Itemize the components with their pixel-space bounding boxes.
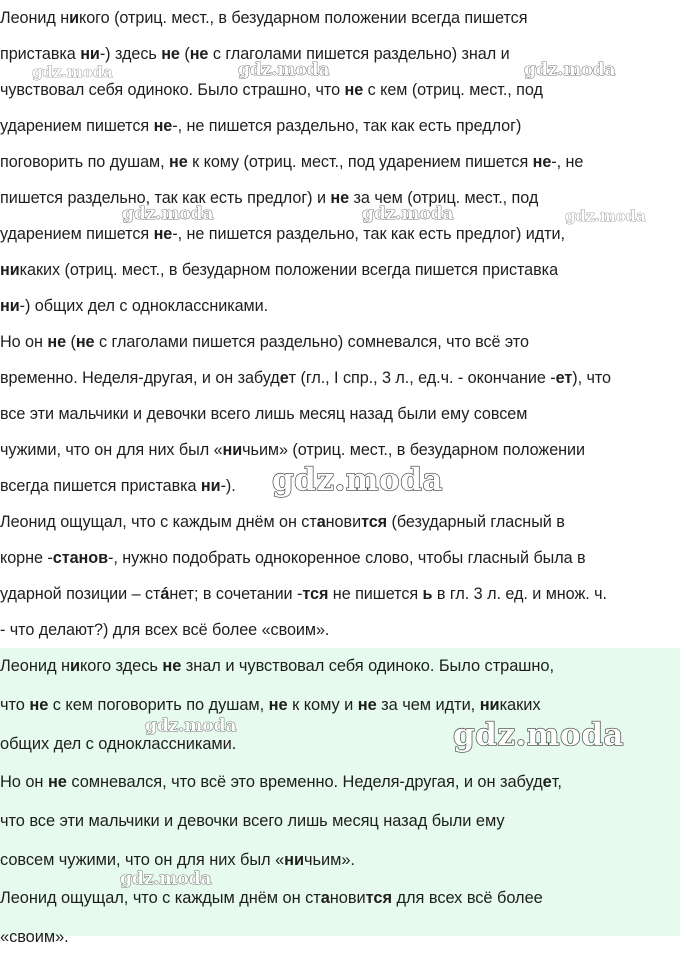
- text-segment: что все эти мальчики и девочки всего лишь месяц назад были ему: [0, 812, 505, 830]
- text-segment: -).: [220, 477, 236, 495]
- watermark: gdz.moda: [453, 717, 624, 753]
- text-segment: поговорить по душам,: [0, 153, 169, 171]
- text-segment: (: [179, 45, 190, 63]
- text-segment: в гл. 3 л. ед. и множ. ч.: [432, 585, 607, 603]
- text-segment: временно. Неделя-другая, и он забуд: [0, 369, 280, 387]
- text-segment: для всех всё более: [391, 889, 543, 907]
- highlighted-spelling: станов: [52, 549, 108, 567]
- answer-line: [0, 889, 543, 908]
- watermark: gdz.moda: [238, 60, 330, 80]
- text-segment: Леонид н: [0, 9, 70, 27]
- answer-line: [0, 812, 505, 831]
- highlighted-spelling: не: [75, 333, 95, 351]
- analysis-line: [0, 9, 527, 28]
- analysis-line: [0, 405, 527, 424]
- analysis-line: [0, 333, 529, 352]
- text-segment: совсем чужими, что он для них был «: [0, 851, 285, 869]
- analysis-line: [0, 513, 565, 532]
- text-segment: с кем поговорить по душам,: [48, 696, 269, 714]
- analysis-line: [0, 549, 586, 568]
- analysis-line: [0, 369, 611, 388]
- highlighted-spelling: не: [268, 696, 288, 714]
- analysis-line: [0, 117, 521, 136]
- text-segment: к кому и: [287, 696, 358, 714]
- highlighted-spelling: ет: [555, 369, 573, 387]
- highlighted-spelling: а: [320, 889, 330, 907]
- highlighted-spelling: не: [330, 189, 350, 207]
- text-segment: чьим».: [304, 851, 355, 869]
- text-segment: к кому (отриц. мест., под ударением пишется: [187, 153, 533, 171]
- highlighted-spelling: не: [47, 773, 67, 791]
- text-segment: корне -: [0, 549, 53, 567]
- watermark: gdz.moda: [565, 207, 646, 225]
- highlighted-spelling: не: [357, 696, 377, 714]
- answer-line: [0, 696, 541, 715]
- highlighted-spelling: ни: [0, 261, 20, 279]
- text-segment: каких: [499, 696, 541, 714]
- analysis-line: [0, 153, 583, 172]
- analysis-line: [0, 297, 268, 316]
- text-segment: всегда пишется приставка: [0, 477, 201, 495]
- text-segment: сомневался, что всё это временно. Неделя-другая, и он забуд: [66, 773, 543, 791]
- text-segment: - что делают?) для всех всё более «своим».: [0, 621, 330, 639]
- highlighted-spelling: не: [153, 225, 173, 243]
- watermark: gdz.moda: [362, 204, 454, 224]
- text-segment: что: [0, 696, 30, 714]
- watermark: gdz.moda: [122, 204, 214, 224]
- text-segment: чужими, что он для них был «: [0, 441, 223, 459]
- analysis-line: [0, 621, 329, 640]
- answer-line: [0, 928, 69, 947]
- text-segment: не пишется: [328, 585, 423, 603]
- text-segment: ), что: [572, 369, 612, 387]
- highlighted-spelling: не: [29, 696, 49, 714]
- answer-line: [0, 735, 236, 754]
- text-segment: кого (отриц. мест., в безударном положении всегда пишется: [79, 9, 528, 27]
- text-segment: нет; в сочетании -: [169, 585, 303, 603]
- text-segment: с глаголами пишется раздельно) знал и: [208, 45, 510, 63]
- text-segment: нови: [329, 889, 366, 907]
- highlighted-spelling: тся: [365, 889, 392, 907]
- highlighted-spelling: á: [160, 585, 170, 603]
- text-segment: чьим» (отриц. мест., в безударном положении: [242, 441, 586, 459]
- analysis-line: [0, 81, 543, 100]
- text-segment: ударением пишется: [0, 225, 154, 243]
- highlighted-spelling: ни: [479, 696, 500, 714]
- highlighted-spelling: и: [69, 9, 79, 27]
- text-segment: (: [66, 333, 76, 351]
- text-segment: «своим».: [0, 928, 69, 946]
- text-segment: Леонид ощущал, что с каждым днём он ст: [0, 513, 317, 531]
- text-segment: общих дел с одноклассниками.: [0, 735, 237, 753]
- highlighted-spelling: тся: [361, 513, 388, 531]
- text-segment: чувствовал себя одиноко. Было страшно, что: [0, 81, 345, 99]
- text-segment: нови: [325, 513, 362, 531]
- text-segment: (безударный гласный в: [387, 513, 565, 531]
- highlighted-spelling: не: [161, 45, 180, 63]
- answer-line: [0, 773, 562, 792]
- highlighted-spelling: е: [542, 773, 552, 791]
- watermark: gdz.moda: [272, 462, 443, 498]
- highlighted-spelling: ни: [284, 851, 305, 869]
- text-segment: Но он: [0, 333, 48, 351]
- analysis-line: [0, 585, 607, 604]
- text-segment: ударной позиции – ст: [0, 585, 161, 603]
- watermark: gdz.moda: [120, 869, 212, 889]
- highlighted-spelling: тся: [302, 585, 329, 603]
- text-segment: -, не пишется раздельно, так как есть предлог) идти,: [172, 225, 565, 243]
- answer-line: [0, 657, 554, 676]
- highlighted-spelling: не: [189, 45, 209, 63]
- text-segment: за чем идти,: [376, 696, 480, 714]
- text-segment: за чем (отриц. мест., под: [349, 189, 539, 207]
- highlighted-spelling: не: [169, 153, 188, 171]
- analysis-line: [0, 225, 565, 244]
- text-segment: т,: [551, 773, 562, 791]
- watermark: gdz.moda: [524, 60, 616, 80]
- highlighted-spelling: а: [316, 513, 326, 531]
- highlighted-spelling: не: [532, 153, 552, 171]
- text-segment: пишется раздельно, так как есть предлог) и: [0, 189, 331, 207]
- text-segment: все эти мальчики и девочки всего лишь месяц назад были ему совсем: [0, 405, 528, 423]
- highlighted-spelling: не: [344, 81, 364, 99]
- highlighted-spelling: не: [47, 333, 67, 351]
- text-segment: -) общих дел с одноклассниками.: [19, 297, 269, 315]
- highlighted-spelling: ни: [80, 45, 100, 63]
- analysis-line: [0, 477, 236, 496]
- highlighted-spelling: и: [69, 657, 80, 675]
- text-segment: приставка: [0, 45, 81, 63]
- highlighted-spelling: ни: [222, 441, 243, 459]
- text-segment: т (гл., I спр., 3 л., ед.ч. - окончание -: [288, 369, 556, 387]
- text-segment: кого здесь: [80, 657, 163, 675]
- text-segment: -, не: [551, 153, 584, 171]
- highlighted-spelling: ь: [422, 585, 433, 603]
- text-segment: Леонид ощущал, что с каждым днём он ст: [0, 889, 321, 907]
- text-segment: с глаголами пишется раздельно) сомневался, что всё это: [94, 333, 529, 351]
- text-segment: с кем (отриц. мест., под: [363, 81, 543, 99]
- text-segment: Но он: [0, 773, 48, 791]
- highlighted-spelling: ни: [200, 477, 221, 495]
- highlighted-spelling: е: [279, 369, 289, 387]
- analysis-line: [0, 189, 538, 208]
- text-segment: каких (отриц. мест., в безударном положении всегда пишется приставка: [19, 261, 559, 279]
- answer-line: [0, 851, 355, 870]
- watermark: gdz.moda: [32, 63, 113, 81]
- text-segment: -, не пишется раздельно, так как есть предлог): [172, 117, 522, 135]
- analysis-line: [0, 441, 585, 460]
- text-segment: ударением пишется: [0, 117, 154, 135]
- highlighted-spelling: не: [153, 117, 173, 135]
- text-segment: -) здесь: [99, 45, 162, 63]
- analysis-line: [0, 261, 558, 280]
- watermark: gdz.moda: [145, 716, 237, 736]
- text-segment: знал и чувствовал себя одиноко. Было страшно,: [181, 657, 554, 675]
- text-segment: Леонид н: [0, 657, 70, 675]
- highlighted-spelling: ни: [0, 297, 20, 315]
- text-segment: -, нужно подобрать однокоренное слово, чтобы гласный была в: [108, 549, 586, 567]
- highlighted-spelling: не: [162, 657, 182, 675]
